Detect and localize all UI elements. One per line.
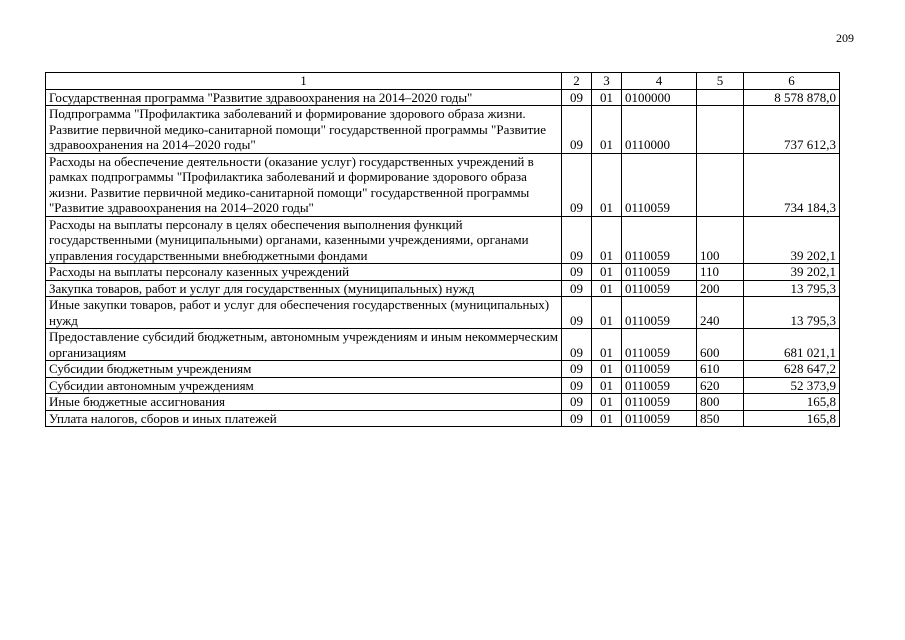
table-row	[46, 329, 840, 361]
row-name-cell: Расходы на выплаты персоналу казенных учреждений	[46, 264, 562, 281]
target-article-cell: 0110059	[622, 329, 697, 361]
target-article-cell: 0110059	[622, 264, 697, 281]
amount-cell: 13 795,3	[744, 280, 840, 297]
target-article-cell: 0110059	[622, 280, 697, 297]
expense-type-cell	[697, 106, 744, 154]
expense-type-cell: 200	[697, 280, 744, 297]
section-code-cell: 09	[562, 264, 592, 281]
row-name-cell: Иные закупки товаров, работ и услуг для обеспечения государственных (муниципальных) нужд	[46, 297, 562, 329]
amount-cell: 165,8	[744, 410, 840, 427]
section-code-cell: 09	[562, 410, 592, 427]
expense-type-cell	[697, 153, 744, 216]
target-article-cell: 0110000	[622, 106, 697, 154]
table-row	[46, 106, 840, 154]
target-article-cell: 0110059	[622, 216, 697, 264]
subsection-code-cell: 01	[592, 297, 622, 329]
header-col-2: 2	[562, 73, 592, 90]
target-article-cell: 0110059	[622, 153, 697, 216]
subsection-code-cell: 01	[592, 106, 622, 154]
row-name-cell: Расходы на выплаты персоналу в целях обеспечения выполнения функций государственными (муниципальными) органами, казенными учреждениями, органами управления государственными внебюджетными фондами	[46, 216, 562, 264]
expense-type-cell: 110	[697, 264, 744, 281]
page-number: 209	[836, 31, 854, 45]
row-name-cell: Расходы на обеспечение деятельности (оказание услуг) государственных учреждений в рамках подпрограммы "Профилактика заболеваний и формирование здорового образа жизни. Развитие первичной медико-санитарной помощи" государственной программы "Развитие здравоохранения на 2014–2020 годы"	[46, 153, 562, 216]
target-article-cell: 0110059	[622, 410, 697, 427]
subsection-code-cell: 01	[592, 394, 622, 411]
subsection-code-cell: 01	[592, 361, 622, 378]
expense-type-cell: 600	[697, 329, 744, 361]
target-article-cell: 0110059	[622, 394, 697, 411]
expense-type-cell: 100	[697, 216, 744, 264]
target-article-cell: 0110059	[622, 297, 697, 329]
expense-type-cell: 620	[697, 377, 744, 394]
amount-cell: 165,8	[744, 394, 840, 411]
expense-type-cell	[697, 89, 744, 106]
row-name-cell: Уплата налогов, сборов и иных платежей	[46, 410, 562, 427]
section-code-cell: 09	[562, 329, 592, 361]
target-article-cell: 0110059	[622, 377, 697, 394]
table-row	[46, 410, 840, 427]
subsection-code-cell: 01	[592, 410, 622, 427]
table-row	[46, 280, 840, 297]
subsection-code-cell: 01	[592, 153, 622, 216]
table-row	[46, 216, 840, 264]
row-name-cell: Предоставление субсидий бюджетным, автономным учреждениям и иным некоммерческим организациям	[46, 329, 562, 361]
amount-cell: 39 202,1	[744, 264, 840, 281]
target-article-cell: 0110059	[622, 361, 697, 378]
table-row	[46, 153, 840, 216]
budget-table	[45, 72, 840, 427]
amount-cell: 39 202,1	[744, 216, 840, 264]
table-row	[46, 297, 840, 329]
subsection-code-cell: 01	[592, 89, 622, 106]
header-col-3: 3	[592, 73, 622, 90]
row-name-cell: Иные бюджетные ассигнования	[46, 394, 562, 411]
table-row	[46, 394, 840, 411]
subsection-code-cell: 01	[592, 216, 622, 264]
section-code-cell: 09	[562, 106, 592, 154]
amount-cell: 13 795,3	[744, 297, 840, 329]
amount-cell: 681 021,1	[744, 329, 840, 361]
amount-cell: 52 373,9	[744, 377, 840, 394]
section-code-cell: 09	[562, 394, 592, 411]
section-code-cell: 09	[562, 377, 592, 394]
expense-type-cell: 610	[697, 361, 744, 378]
row-name-cell: Субсидии бюджетным учреждениям	[46, 361, 562, 378]
table-row	[46, 89, 840, 106]
section-code-cell: 09	[562, 216, 592, 264]
section-code-cell: 09	[562, 280, 592, 297]
amount-cell: 737 612,3	[744, 106, 840, 154]
subsection-code-cell: 01	[592, 329, 622, 361]
table-row	[46, 264, 840, 281]
subsection-code-cell: 01	[592, 264, 622, 281]
row-name-cell: Закупка товаров, работ и услуг для государственных (муниципальных) нужд	[46, 280, 562, 297]
target-article-cell: 0100000	[622, 89, 697, 106]
row-name-cell: Субсидии автономным учреждениям	[46, 377, 562, 394]
amount-cell: 8 578 878,0	[744, 89, 840, 106]
row-name-cell: Государственная программа "Развитие здравоохранения на 2014–2020 годы"	[46, 89, 562, 106]
section-code-cell: 09	[562, 89, 592, 106]
expense-type-cell: 850	[697, 410, 744, 427]
subsection-code-cell: 01	[592, 377, 622, 394]
expense-type-cell: 800	[697, 394, 744, 411]
section-code-cell: 09	[562, 153, 592, 216]
amount-cell: 628 647,2	[744, 361, 840, 378]
table-header-row	[46, 73, 840, 90]
header-col-5: 5	[697, 73, 744, 90]
header-col-6: 6	[744, 73, 840, 90]
header-col-1: 1	[46, 73, 562, 90]
expense-type-cell: 240	[697, 297, 744, 329]
section-code-cell: 09	[562, 297, 592, 329]
table-row	[46, 377, 840, 394]
table-row	[46, 361, 840, 378]
amount-cell: 734 184,3	[744, 153, 840, 216]
section-code-cell: 09	[562, 361, 592, 378]
row-name-cell: Подпрограмма "Профилактика заболеваний и формирование здорового образа жизни. Развитие первичной медико-санитарной помощи" государственной программы "Развитие здравоохранения на 2014–2020 годы"	[46, 106, 562, 154]
table-body	[46, 89, 840, 427]
subsection-code-cell: 01	[592, 280, 622, 297]
header-col-4: 4	[622, 73, 697, 90]
